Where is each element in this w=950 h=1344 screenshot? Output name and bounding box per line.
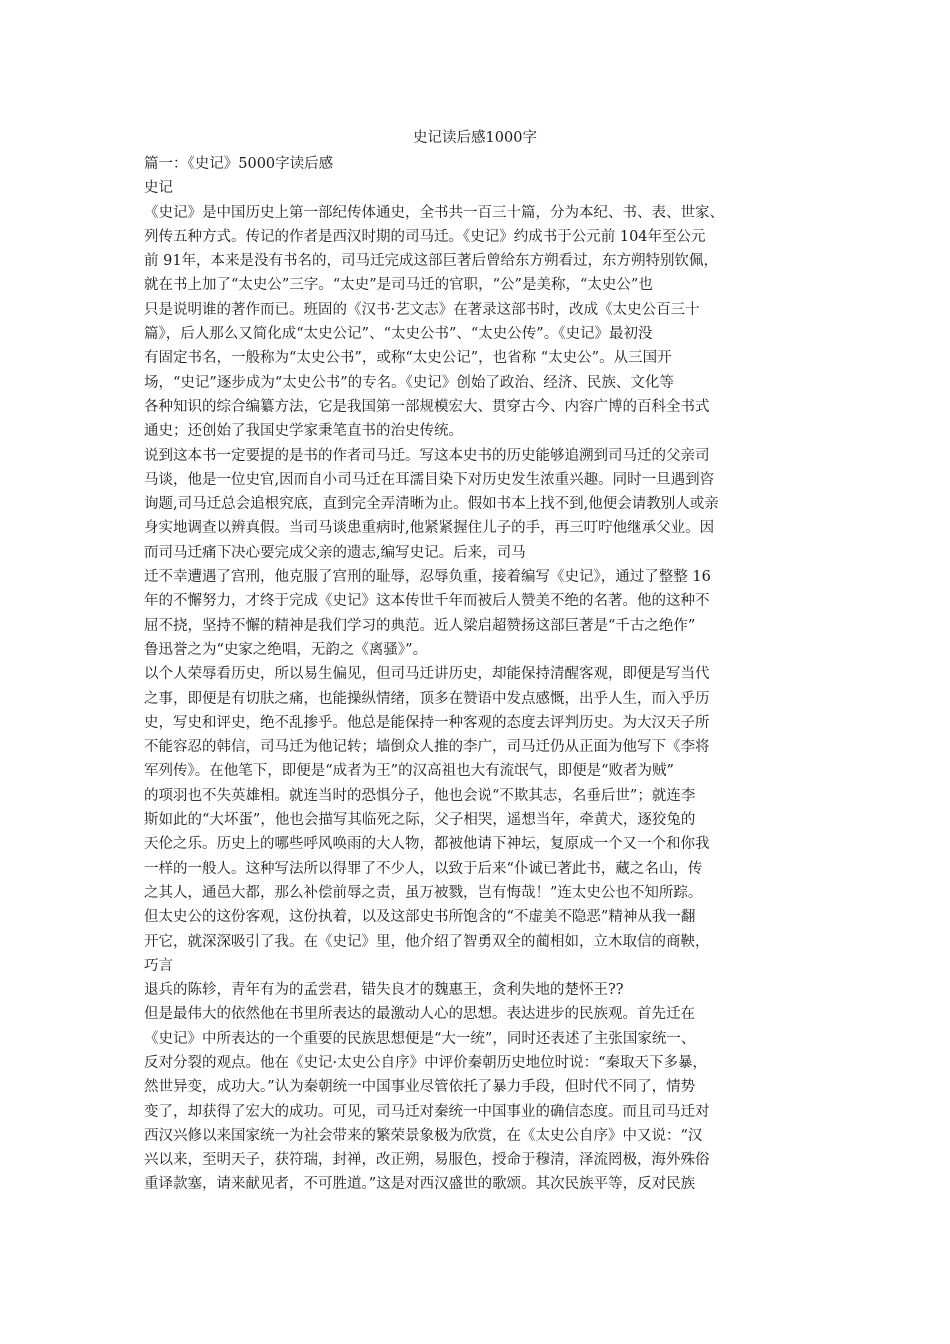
text-line: 鲁迅誉之为“史家之绝唱，无韵之《离骚》”。 <box>144 641 428 658</box>
text-line: 史记 <box>144 180 173 197</box>
text-line: 《史记》中所表达的一个重要的民族思想便是“大一统”，同时还表述了主张国家统一、 <box>144 1030 696 1047</box>
text-line: 篇一：《史记》5000字读后感 <box>144 156 334 172</box>
text-line: 屈不挠，坚持不懈的精神是我们学习的典范。近人梁启超赞扬这部巨著是“千古之绝作” <box>144 617 696 634</box>
text-line: 篇》，后人那么又简化成“太史公记”、“太史公书”、“太史公传”。《史记》最初没 <box>144 326 653 343</box>
text-line: 而司马迁痛下决心要完成父亲的遗志,编写史记。后来，司马 <box>144 544 526 561</box>
text-line: 只是说明谁的著作而已。班固的《汉书·艺文志》在著录这部书时，改成《太史公百三十 <box>144 301 700 318</box>
text-line: 反对分裂的观点。他在《史记·太史公自序》中评价秦朝历史地位时说：“秦取天下多暴， <box>144 1054 708 1071</box>
text-line: 开它，就深深吸引了我。在《史记》里，他介绍了智勇双全的蔺相如，立木取信的商鞅， <box>144 933 710 950</box>
text-line: 身实地调查以辨真假。当司马谈患重病时,他紧紧握住儿子的手，再三叮咛他继承父业。因 <box>144 520 715 537</box>
text-line: 询题,司马迁总会追根究底，直到完全弄清晰为止。假如书本上找不到,他便会请教别人或亲 <box>144 496 719 513</box>
document-title: 史记读后感1000字 <box>413 130 537 146</box>
text-line: 列传五种方式。传记的作者是西汉时期的司马迁。《史记》约成书于公元前 104年至公元 <box>144 228 706 245</box>
text-line: 军列传》。在他笔下，即便是“成者为王”的汉高祖也大有流氓气，即便是“败者为贼” <box>144 763 674 780</box>
text-line: 的项羽也不失英雄相。就连当时的恐惧分子，他也会说“不欺其志，名垂后世”；就连李 <box>144 787 696 804</box>
text-line: 重译款塞，请来献见者，不可胜道。”这是对西汉盛世的歌颂。其次民族平等，反对民族 <box>144 1176 696 1193</box>
text-line: 前 91年，本来是没有书名的，司马迁完成这部巨著后曾给东方朔看过，东方朔特别钦佩， <box>144 253 719 270</box>
document-body <box>144 152 816 1197</box>
text-line: 《史记》是中国历史上第一部纪传体通史，全书共一百三十篇，分为本纪、书、表、世家、 <box>144 204 724 221</box>
text-line: 斯如此的“大坏蛋”，他也会描写其临死之际，父子相哭，遥想当年，牵黄犬，逐狡兔的 <box>144 812 696 829</box>
text-line: 退兵的陈轸，青年有为的孟尝君，错失良才的魏惠王，贪利失地的楚怀王?? <box>144 982 624 999</box>
text-line: 西汉兴修以来国家统一为社会带来的繁荣景象极为欣赏，在《太史公自序》中又说：“汉 <box>144 1127 703 1144</box>
text-line: 有固定书名，一般称为“太史公书”，或称“太史公记”，也省称 “太史公”。从三国开 <box>144 350 672 367</box>
text-line: 但太史公的这份客观，这份执着，以及这部史书所饱含的“不虚美不隐恶”精神从我一翻 <box>144 909 696 926</box>
text-line: 史，写史和评史，绝不乱掺乎。他总是能保持一种客观的态度去评判历史。为大汉天子所 <box>144 714 710 731</box>
text-line: 以个人荣辱看历史，所以易生偏见，但司马迁讲历史，却能保持清醒客观，即便是写当代 <box>144 666 710 683</box>
text-line: 场，“史记”逐步成为“太史公书”的专名。《史记》创始了政治、经济、民族、文化等 <box>144 374 674 391</box>
text-line: 天伦之乐。历史上的哪些呼风唤雨的大人物，都被他请下神坛，复原成一个又一个和你我 <box>144 836 710 853</box>
text-line: 就在书上加了“太史公”三字。“太史”是司马迁的官职，“公”是美称，“太史公”也 <box>144 277 653 294</box>
text-line: 之事，即便是有切肤之痛，也能操纵情绪，顶多在赞语中发点感慨，出乎人生，而入乎历 <box>144 690 710 707</box>
text-line: 迁不幸遭遇了宫刑，他克服了宫刑的耻辱，忍辱负重，接着编写《史记》，通过了整整 16 <box>144 569 711 586</box>
text-line: 但是最伟大的依然他在书里所表达的最激动人心的思想。表达进步的民族观。首先迁在 <box>144 1006 695 1023</box>
text-line: 年的不懈努力，才终于完成《史记》这本传世千年而被后人赞美不绝的名著。他的这种不 <box>144 593 710 610</box>
text-line: 巧言 <box>144 957 173 974</box>
text-line: 一样的一般人。这种写法所以得罪了不少人，以致于后来“仆诚已著此书，藏之名山，传 <box>144 860 703 877</box>
text-line: 说到这本书一定要提的是书的作者司马迁。写这本史书的历史能够追溯到司马迁的父亲司 <box>144 447 710 464</box>
text-line: 通史；还创始了我国史学家秉笔直书的治史传统。 <box>144 423 463 440</box>
text-line: 各种知识的综合编纂方法，它是我国第一部规模宏大、贯穿古今、内容广博的百科全书式 <box>144 398 710 415</box>
text-line: 马谈，他是一位史官,因而自小司马迁在耳濡目染下对历史发生浓重兴趣。同时一旦遇到咨 <box>144 471 715 488</box>
text-line: 变了，却获得了宏大的成功。可见，司马迁对秦统一中国事业的确信态度。而且司马迁对 <box>144 1103 710 1120</box>
text-line: 不能容忍的韩信，司马迁为他记转；墙倒众人推的李广，司马迁仍从正面为他写下《李将 <box>144 739 710 756</box>
text-line: 之其人，通邑大都，那么补偿前辱之责，虽万被戮，岂有悔哉！”连太史公也不知所踪。 <box>144 884 703 901</box>
text-line: 然世异变，成功大。”认为秦朝统一中国事业尽管依托了暴力手段，但时代不同了，情势 <box>144 1079 696 1096</box>
text-line: 兴以来，至明天子，获符瑞，封禅，改正朔，易服色，授命于穆清，泽流罔极，海外殊俗 <box>144 1152 710 1169</box>
